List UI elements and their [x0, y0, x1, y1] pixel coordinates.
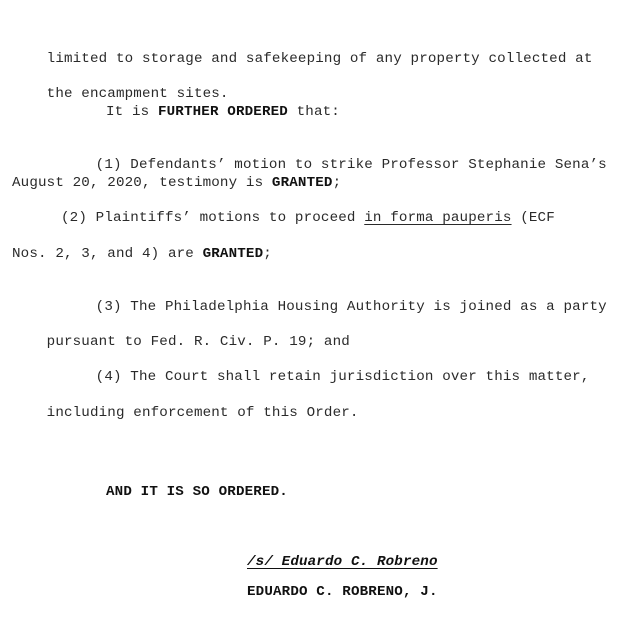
so-ordered-line: AND IT IS SO ORDERED.	[106, 484, 288, 500]
text: Nos. 2, 3, and 4) are	[12, 246, 203, 262]
text: pursuant to Fed. R. Civ. P. 19; and	[46, 334, 350, 350]
item-4-line-2	[12, 386, 359, 440]
text: (3) The Philadelphia Housing Authority is joined as a party	[95, 299, 607, 315]
item-2-line-1	[61, 209, 555, 227]
text: (4) The Court shall retain jurisdiction over this matter,	[95, 369, 590, 385]
text: ;	[332, 175, 342, 191]
item-2-line-2	[12, 245, 272, 263]
judge-name: EDUARDO C. ROBRENO, J.	[247, 584, 438, 600]
signature: /s/ Eduardo C. Robreno	[247, 554, 438, 570]
further-ordered-line	[106, 103, 340, 121]
item-1-line-2	[12, 174, 341, 192]
text: that:	[287, 104, 340, 120]
text: ;	[263, 246, 272, 262]
text: the encampment sites.	[46, 86, 229, 102]
text: (ECF	[511, 210, 555, 226]
text: (2) Plaintiffs’ motions to proceed	[61, 210, 365, 226]
text: It is	[106, 104, 158, 120]
text: limited to storage and safekeeping of any property collected at	[46, 51, 593, 67]
granted-bold: GRANTED	[271, 175, 333, 191]
in-forma-pauperis-underlined: in forma pauperis	[364, 210, 512, 226]
further-ordered-bold: FURTHER ORDERED	[157, 104, 288, 120]
granted-bold: GRANTED	[202, 246, 264, 262]
text: August 20, 2020, testimony is	[12, 175, 272, 191]
text: (1) Defendants’ motion to strike Professor Stephanie Sena’s	[95, 157, 607, 173]
text: including enforcement of this Order.	[46, 405, 359, 421]
